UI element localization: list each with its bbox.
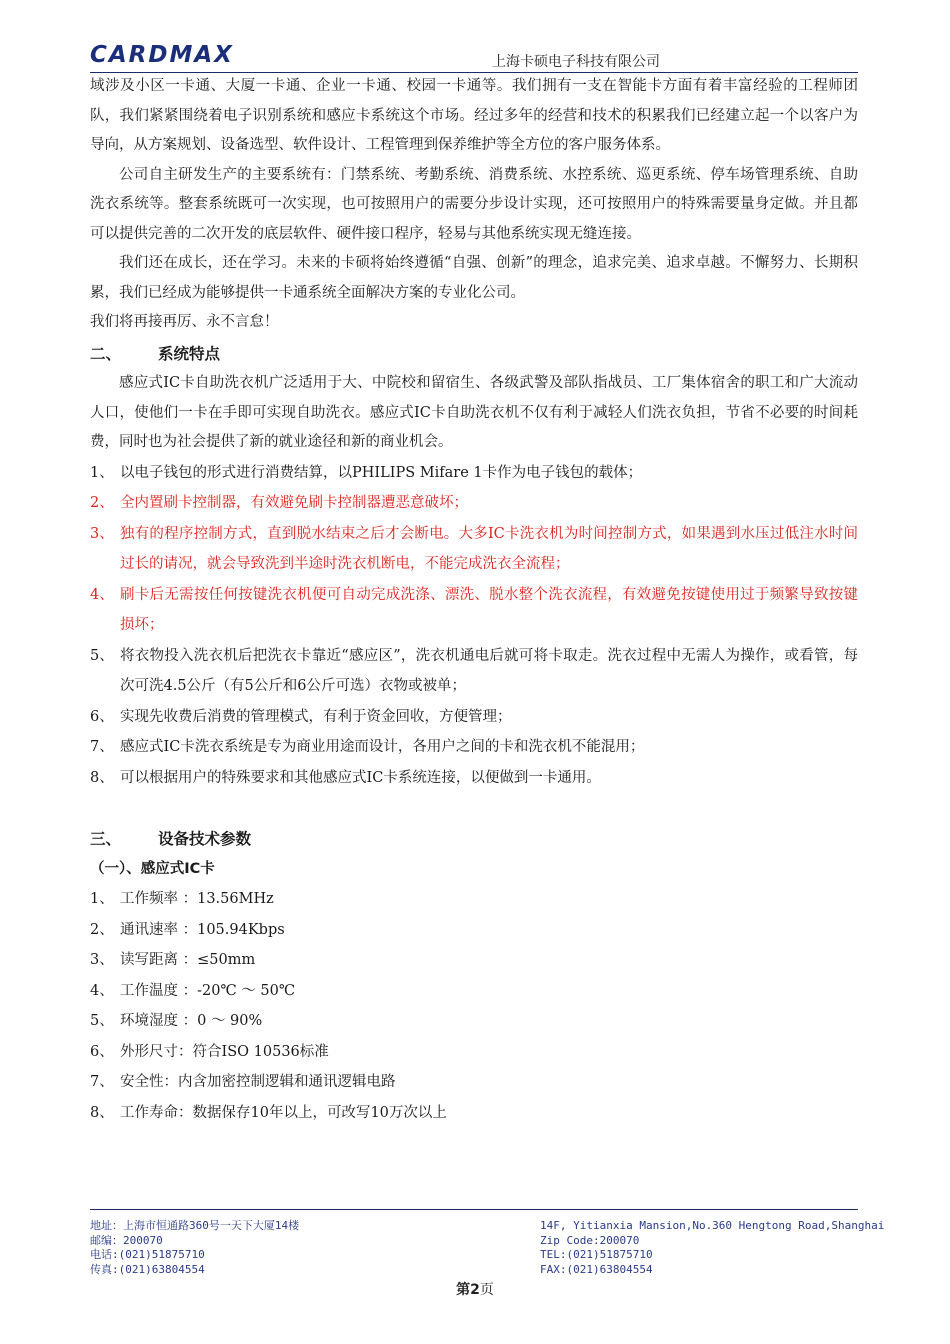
footer-fax-cn: 传真:(021)63804554 [90,1262,205,1276]
footer-fax-en: FAX:(021)63804554 [540,1262,653,1276]
footer-tel-cn: 电话:(021)51875710 [90,1248,205,1261]
feature-item-3: 3、 独有的程序控制方式，直到脱水结束之后才会断电。大多IC卡洗衣机为时间控制方式，如果遇到水压过低注水时间过长的请况，就会导致洗到半途时洗衣机断电，不能完成洗衣全流程； [90,525,858,572]
spec-item-3: 3、 读写距离 ：≤50mm [90,952,256,968]
footer-address-cn: 地址：上海市恒通路360号一天下大厦14楼 [90,1219,300,1232]
section-3-title: 设备技术参数 [158,830,252,848]
page-label-pre: 第 [456,1282,471,1298]
intro-paragraph-3: 我们还在成长，还在学习。未来的卡硕将始终遵循“自强、创新”的理念，追求完美、追求卓越。不懈努力、长期积累，我们已经成为能够提供一卡通系统全面解决方案的专业化公司。 [90,255,858,301]
section-3-number: 三、 [90,830,122,848]
feature-item-8: 8、 可以根据用户的特殊要求和其他感应式IC卡系统连接，以便做到一卡通用。 [90,769,601,786]
footer-contact-cn [90,1219,299,1277]
spec-item-6: 6、 外形尺寸：符合ISO 10536标准 [90,1043,329,1060]
spec-item-2: 2、 通讯速率 ：105.94Kbps [90,921,285,938]
intro-paragraph-1: 域涉及小区一卡通、大厦一卡通、企业一卡通、校园一卡通等。我们拥有一支在智能卡方面有着丰富经验的工程师团队，我们紧紧围绕着电子识别系统和感应卡系统这个市场。经过多年的经营和技术的积累我们已经建立起一个以客户为导向，从方案规划、设备选型、软件设计、工程管理到保养维护等全方位的客户服务体系。 [90,78,858,153]
section-3-subheading: （一）、感应式IC卡 [90,860,215,877]
feature-item-7: 7、 感应式IC卡洗衣系统是专为商业用途而设计，各用户之间的卡和洗衣机不能混用； [90,739,645,755]
intro-paragraph-4: 我们将再接再厉、永不言怠！ [90,314,279,330]
page-label-post: 页 [479,1282,494,1298]
document-body [90,72,858,1128]
section-2-number: 二、 [90,344,122,363]
footer-address-en: 14F, Yitianxia Mansion,No.360 Hengtong Road,Shanghai [540,1219,885,1232]
page-header [90,40,858,73]
footer-contact-en [540,1219,884,1277]
spacer [90,793,858,823]
cardmax-logo: CARDMAX [90,42,234,68]
spec-item-8: 8、 工作寿命：数据保存10年以上，可改写10万次以上 [90,1104,447,1121]
spec-item-4: 4、 工作温度 ：-20℃ ～ 50℃ [90,982,296,999]
page-number [0,1279,950,1299]
section-2-intro: 感应式IC卡自助洗衣机广泛适用于大、中院校和留宿生、各级武警及部队指战员、工厂集体宿舍的职工和广大流动人口，使他们一卡在手即可实现自助洗衣。感应式IC卡自助洗衣机不仅有利于减轻人们洗衣负担，节省不必要的时间耗费，同时也为社会提供了新的就业途径和新的商业机会。 [90,375,858,450]
feature-item-6: 6、 实现先收费后消费的管理模式，有利于资金回收，方便管理； [90,708,512,725]
footer-zip-cn: 邮编：200070 [90,1233,163,1247]
section-3-heading [90,825,858,855]
spec-item-5: 5、 环境湿度 ：0 ～ 90% [90,1013,263,1029]
section-2-title: 系统特点 [158,344,221,363]
spec-item-1: 1、 工作频率 ：13.56MHz [90,891,274,907]
feature-item-2: 2、 全内置刷卡控制器，有效避免刷卡控制器遭恶意破坏； [90,495,468,511]
footer-tel-en: TEL:(021)51875710 [540,1248,653,1261]
spec-item-7: 7、 安全性：内含加密控制逻辑和通讯逻辑电路 [90,1074,396,1090]
page-number-value: 2 [470,1282,480,1298]
feature-item-4: 4、 刷卡后无需按任何按键洗衣机便可自动完成洗涤、漂洗、脱水整个洗衣流程，有效避免按键使用过于频繁导致按键损坏； [90,586,858,633]
company-name: 上海卡硕电子科技有限公司 [492,54,660,70]
feature-item-5: 5、 将衣物投入洗衣机后把洗衣卡靠近“感应区”，洗衣机通电后就可将卡取走。洗衣过程中无需人为操作，或看管，每次可洗4.5公斤（有5公斤和6公斤可选）衣物或被单； [90,647,858,694]
footer-divider [90,1209,858,1210]
footer-zip-en: Zip Code:200070 [540,1233,640,1247]
intro-paragraph-2: 公司自主研发生产的主要系统有：门禁系统、考勤系统、消费系统、水控系统、巡更系统、停车场管理系统、自助洗衣系统等。整套系统既可一次实现，也可按照用户的需要分步设计实现，还可按照用户的特殊需要量身定做。并且都可以提供完善的二次开发的底层软件、硬件接口程序，轻易与其他系统实现无缝连接。 [90,166,858,242]
section-2-heading [90,340,858,370]
feature-item-1: 1、 以电子钱包的形式进行消费结算，以PHILIPS Mifare 1卡作为电子钱包的载体； [90,464,643,481]
